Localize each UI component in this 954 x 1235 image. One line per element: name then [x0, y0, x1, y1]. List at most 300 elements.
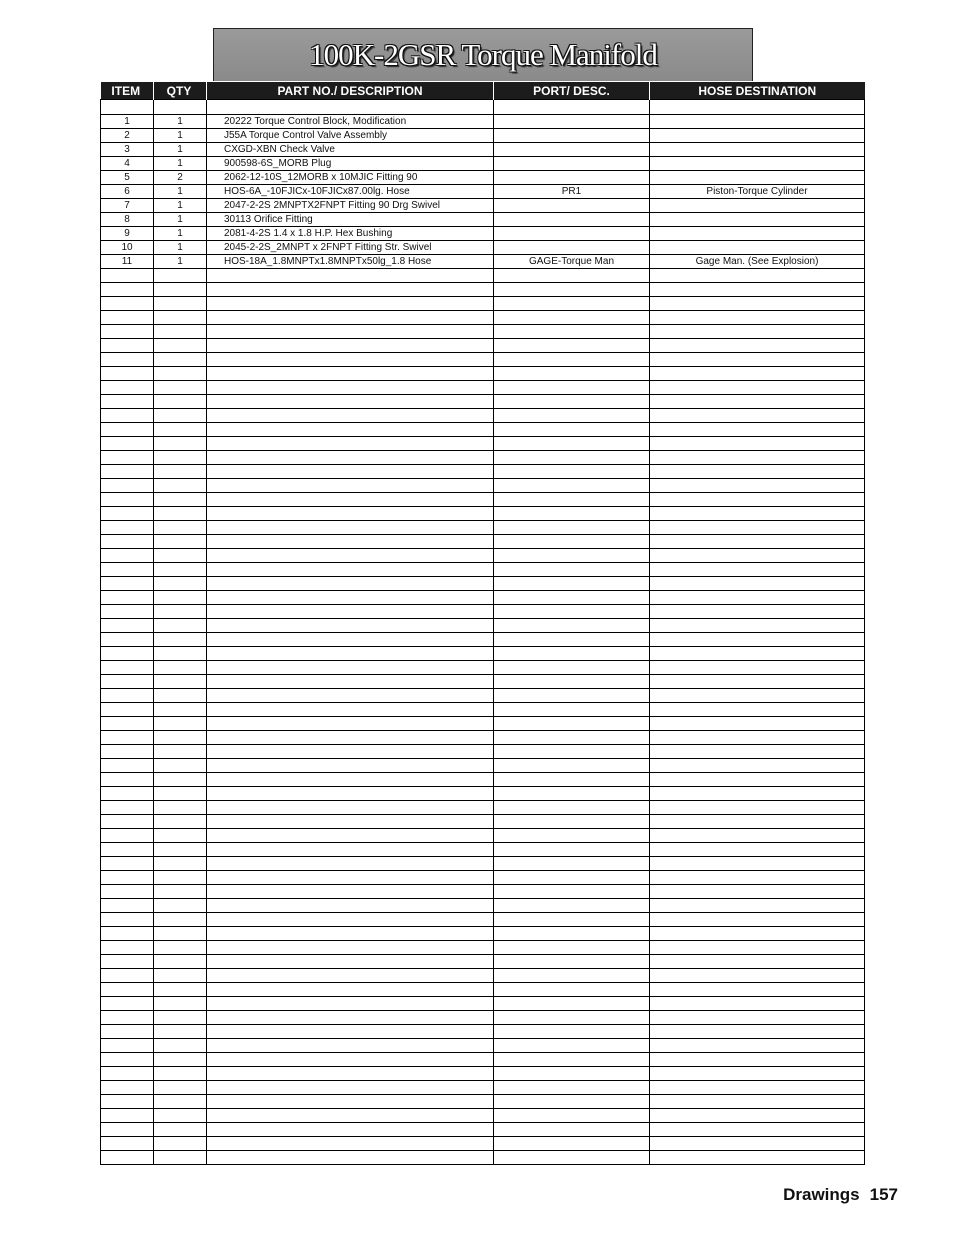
empty-row	[101, 591, 865, 605]
empty-cell	[207, 941, 494, 955]
empty-cell	[154, 423, 207, 437]
page-footer	[783, 1185, 898, 1205]
empty-cell	[650, 605, 865, 619]
empty-cell	[101, 703, 154, 717]
empty-cell	[650, 325, 865, 339]
empty-cell	[494, 1081, 650, 1095]
cell-description: HOS-18A_1.8MNPTx1.8MNPTx50lg_1.8 Hose	[207, 255, 494, 269]
empty-cell	[494, 339, 650, 353]
empty-cell	[154, 283, 207, 297]
empty-cell	[154, 311, 207, 325]
empty-cell	[494, 1151, 650, 1165]
empty-cell	[650, 899, 865, 913]
empty-cell	[207, 591, 494, 605]
header-item: ITEM	[101, 82, 154, 100]
empty-row	[101, 745, 865, 759]
empty-cell	[207, 703, 494, 717]
empty-row	[101, 325, 865, 339]
empty-row	[101, 1039, 865, 1053]
cell-port	[494, 157, 650, 171]
empty-row	[101, 1151, 865, 1165]
empty-cell	[494, 829, 650, 843]
empty-cell	[650, 815, 865, 829]
empty-row	[101, 941, 865, 955]
empty-cell	[154, 927, 207, 941]
empty-cell	[101, 1053, 154, 1067]
empty-cell	[650, 381, 865, 395]
empty-cell	[154, 1095, 207, 1109]
empty-cell	[154, 297, 207, 311]
empty-cell	[154, 1011, 207, 1025]
empty-cell	[101, 325, 154, 339]
empty-cell	[650, 661, 865, 675]
cell-port	[494, 241, 650, 255]
cell-destination: Piston-Torque Cylinder	[650, 185, 865, 199]
empty-cell	[101, 283, 154, 297]
cell-qty: 1	[154, 115, 207, 129]
empty-row	[101, 731, 865, 745]
empty-cell	[101, 773, 154, 787]
empty-row	[101, 955, 865, 969]
empty-cell	[650, 633, 865, 647]
empty-cell	[494, 437, 650, 451]
cell-port	[494, 227, 650, 241]
cell-destination	[650, 213, 865, 227]
empty-cell	[494, 535, 650, 549]
empty-cell	[494, 647, 650, 661]
empty-cell	[207, 885, 494, 899]
empty-cell	[207, 353, 494, 367]
empty-cell	[101, 955, 154, 969]
empty-row	[101, 423, 865, 437]
empty-cell	[650, 451, 865, 465]
empty-cell	[101, 479, 154, 493]
empty-cell	[494, 745, 650, 759]
empty-cell	[494, 311, 650, 325]
empty-cell	[494, 493, 650, 507]
empty-cell	[650, 1095, 865, 1109]
empty-row	[101, 283, 865, 297]
cell-qty: 1	[154, 129, 207, 143]
empty-cell	[101, 899, 154, 913]
empty-cell	[207, 605, 494, 619]
empty-cell	[650, 759, 865, 773]
empty-cell	[494, 381, 650, 395]
empty-row	[101, 437, 865, 451]
empty-cell	[494, 409, 650, 423]
empty-cell	[101, 661, 154, 675]
empty-cell	[207, 1151, 494, 1165]
empty-cell	[207, 647, 494, 661]
empty-cell	[650, 269, 865, 283]
empty-cell	[101, 787, 154, 801]
header-part-description: PART NO./ DESCRIPTION	[207, 82, 494, 100]
table-row	[101, 255, 865, 269]
empty-cell	[494, 689, 650, 703]
empty-cell	[650, 1137, 865, 1151]
empty-cell	[101, 353, 154, 367]
cell-item: 9	[101, 227, 154, 241]
empty-cell	[494, 717, 650, 731]
empty-row	[101, 1025, 865, 1039]
empty-cell	[207, 843, 494, 857]
empty-cell	[650, 353, 865, 367]
empty-cell	[101, 535, 154, 549]
empty-cell	[494, 983, 650, 997]
empty-cell	[207, 815, 494, 829]
empty-cell	[101, 815, 154, 829]
empty-cell	[650, 647, 865, 661]
empty-cell	[154, 941, 207, 955]
empty-cell	[101, 1151, 154, 1165]
cell-item: 8	[101, 213, 154, 227]
empty-cell	[207, 913, 494, 927]
empty-cell	[154, 787, 207, 801]
empty-cell	[650, 535, 865, 549]
empty-cell	[101, 493, 154, 507]
empty-cell	[207, 339, 494, 353]
empty-cell	[101, 269, 154, 283]
empty-cell	[154, 773, 207, 787]
empty-cell	[650, 885, 865, 899]
cell-qty: 1	[154, 143, 207, 157]
empty-cell	[650, 773, 865, 787]
empty-cell	[154, 997, 207, 1011]
empty-cell	[650, 1067, 865, 1081]
empty-cell	[101, 913, 154, 927]
empty-row	[101, 689, 865, 703]
empty-cell	[154, 1039, 207, 1053]
empty-cell	[650, 1123, 865, 1137]
empty-cell	[154, 1109, 207, 1123]
empty-cell	[494, 325, 650, 339]
empty-cell	[207, 857, 494, 871]
cell-port	[494, 143, 650, 157]
empty-cell	[101, 591, 154, 605]
empty-cell	[154, 619, 207, 633]
empty-cell	[494, 283, 650, 297]
empty-cell	[207, 1109, 494, 1123]
empty-cell	[101, 1011, 154, 1025]
empty-cell	[101, 577, 154, 591]
table-row	[101, 171, 865, 185]
empty-cell	[650, 549, 865, 563]
empty-cell	[494, 633, 650, 647]
empty-row	[101, 269, 865, 283]
empty-cell	[207, 829, 494, 843]
empty-cell	[650, 423, 865, 437]
empty-cell	[101, 927, 154, 941]
cell-qty: 1	[154, 199, 207, 213]
empty-cell	[154, 983, 207, 997]
empty-row	[101, 1081, 865, 1095]
empty-cell	[101, 885, 154, 899]
empty-cell	[494, 521, 650, 535]
empty-cell	[101, 563, 154, 577]
empty-cell	[650, 1053, 865, 1067]
empty-cell	[207, 619, 494, 633]
empty-cell	[650, 745, 865, 759]
table-row	[101, 241, 865, 255]
empty-cell	[154, 871, 207, 885]
cell-destination	[650, 143, 865, 157]
empty-cell	[207, 1067, 494, 1081]
empty-cell	[154, 969, 207, 983]
empty-cell	[101, 1137, 154, 1151]
cell-destination	[650, 115, 865, 129]
empty-row	[101, 367, 865, 381]
empty-cell	[494, 773, 650, 787]
empty-cell	[101, 969, 154, 983]
empty-cell	[154, 843, 207, 857]
empty-cell	[650, 1039, 865, 1053]
empty-cell	[101, 381, 154, 395]
empty-row	[101, 871, 865, 885]
empty-cell	[494, 885, 650, 899]
empty-row	[101, 759, 865, 773]
empty-cell	[154, 1067, 207, 1081]
empty-row	[101, 409, 865, 423]
empty-cell	[207, 871, 494, 885]
empty-cell	[494, 297, 650, 311]
empty-cell	[207, 745, 494, 759]
empty-cell	[207, 507, 494, 521]
empty-row	[101, 577, 865, 591]
empty-cell	[494, 675, 650, 689]
empty-cell	[101, 367, 154, 381]
empty-cell	[207, 1025, 494, 1039]
empty-cell	[650, 465, 865, 479]
empty-cell	[101, 311, 154, 325]
empty-cell	[494, 1025, 650, 1039]
empty-row	[101, 493, 865, 507]
empty-cell	[101, 871, 154, 885]
empty-cell	[154, 745, 207, 759]
empty-cell	[154, 759, 207, 773]
empty-cell	[207, 969, 494, 983]
cell-destination	[650, 227, 865, 241]
empty-cell	[101, 521, 154, 535]
empty-cell	[101, 451, 154, 465]
empty-cell	[207, 1039, 494, 1053]
empty-cell	[494, 577, 650, 591]
empty-row	[101, 465, 865, 479]
empty-cell	[650, 801, 865, 815]
cell-qty: 1	[154, 227, 207, 241]
cell-qty: 1	[154, 213, 207, 227]
empty-cell	[154, 885, 207, 899]
cell-qty: 1	[154, 185, 207, 199]
empty-cell	[154, 1137, 207, 1151]
empty-cell	[101, 619, 154, 633]
empty-cell	[154, 1081, 207, 1095]
empty-row	[101, 843, 865, 857]
empty-cell	[154, 913, 207, 927]
empty-cell	[207, 717, 494, 731]
cell-port	[494, 115, 650, 129]
empty-row	[101, 549, 865, 563]
empty-cell	[207, 1081, 494, 1095]
empty-cell	[154, 1151, 207, 1165]
empty-cell	[154, 479, 207, 493]
empty-cell	[101, 647, 154, 661]
empty-cell	[101, 829, 154, 843]
cell-destination: Gage Man. (See Explosion)	[650, 255, 865, 269]
empty-cell	[494, 605, 650, 619]
spacer-row	[101, 100, 865, 115]
empty-cell	[494, 1067, 650, 1081]
empty-cell	[154, 409, 207, 423]
empty-cell	[494, 787, 650, 801]
empty-cell	[207, 689, 494, 703]
cell-item: 3	[101, 143, 154, 157]
empty-cell	[154, 395, 207, 409]
cell-destination	[650, 129, 865, 143]
empty-cell	[650, 689, 865, 703]
empty-row	[101, 451, 865, 465]
empty-cell	[207, 367, 494, 381]
empty-cell	[154, 493, 207, 507]
empty-row	[101, 563, 865, 577]
empty-row	[101, 311, 865, 325]
empty-cell	[154, 549, 207, 563]
empty-row	[101, 1123, 865, 1137]
cell-port: GAGE-Torque Man	[494, 255, 650, 269]
empty-cell	[494, 1053, 650, 1067]
empty-cell	[650, 367, 865, 381]
empty-cell	[207, 927, 494, 941]
empty-row	[101, 381, 865, 395]
empty-cell	[650, 787, 865, 801]
empty-cell	[207, 395, 494, 409]
empty-cell	[650, 1151, 865, 1165]
empty-cell	[207, 381, 494, 395]
empty-cell	[207, 549, 494, 563]
empty-cell	[494, 815, 650, 829]
cell-description: CXGD-XBN Check Valve	[207, 143, 494, 157]
empty-cell	[101, 689, 154, 703]
empty-cell	[154, 801, 207, 815]
empty-row	[101, 675, 865, 689]
empty-cell	[207, 1011, 494, 1025]
table-body	[101, 100, 865, 1165]
empty-cell	[154, 689, 207, 703]
empty-cell	[207, 787, 494, 801]
empty-cell	[494, 703, 650, 717]
empty-cell	[207, 577, 494, 591]
empty-cell	[101, 297, 154, 311]
empty-cell	[650, 913, 865, 927]
cell-qty: 2	[154, 171, 207, 185]
cell-item: 6	[101, 185, 154, 199]
empty-cell	[207, 283, 494, 297]
empty-cell	[207, 759, 494, 773]
cell-port	[494, 129, 650, 143]
empty-cell	[494, 1137, 650, 1151]
cell-description: 20222 Torque Control Block, Modification	[207, 115, 494, 129]
empty-row	[101, 787, 865, 801]
empty-cell	[154, 269, 207, 283]
table-row	[101, 185, 865, 199]
empty-cell	[494, 507, 650, 521]
empty-row	[101, 1067, 865, 1081]
empty-row	[101, 619, 865, 633]
empty-cell	[154, 563, 207, 577]
empty-cell	[207, 269, 494, 283]
cell-item: 10	[101, 241, 154, 255]
empty-row	[101, 1137, 865, 1151]
empty-cell	[101, 717, 154, 731]
cell-qty: 1	[154, 241, 207, 255]
empty-cell	[650, 395, 865, 409]
cell-description: 2045-2-2S_2MNPT x 2FNPT Fitting Str. Swivel	[207, 241, 494, 255]
empty-cell	[101, 395, 154, 409]
cell-port	[494, 213, 650, 227]
empty-cell	[154, 381, 207, 395]
empty-cell	[101, 1095, 154, 1109]
cell-item: 2	[101, 129, 154, 143]
empty-cell	[101, 465, 154, 479]
empty-cell	[494, 871, 650, 885]
empty-cell	[154, 703, 207, 717]
cell-description: 30113 Orifice Fitting	[207, 213, 494, 227]
table-row	[101, 199, 865, 213]
empty-cell	[650, 983, 865, 997]
empty-cell	[494, 857, 650, 871]
empty-cell	[154, 829, 207, 843]
empty-cell	[494, 843, 650, 857]
empty-cell	[650, 1011, 865, 1025]
empty-cell	[207, 1095, 494, 1109]
empty-row	[101, 647, 865, 661]
empty-cell	[650, 521, 865, 535]
cell-destination	[650, 171, 865, 185]
empty-cell	[494, 465, 650, 479]
empty-cell	[154, 717, 207, 731]
empty-cell	[101, 1067, 154, 1081]
empty-cell	[494, 563, 650, 577]
empty-cell	[494, 913, 650, 927]
empty-cell	[650, 871, 865, 885]
empty-cell	[154, 731, 207, 745]
cell-description: 900598-6S_MORB Plug	[207, 157, 494, 171]
empty-row	[101, 997, 865, 1011]
empty-cell	[650, 339, 865, 353]
cell-item: 4	[101, 157, 154, 171]
empty-cell	[494, 1109, 650, 1123]
empty-cell	[207, 409, 494, 423]
empty-cell	[650, 311, 865, 325]
empty-cell	[650, 1081, 865, 1095]
empty-cell	[207, 325, 494, 339]
empty-cell	[650, 437, 865, 451]
empty-cell	[650, 493, 865, 507]
header-qty: QTY	[154, 82, 207, 100]
title-banner	[213, 28, 753, 81]
empty-cell	[154, 1123, 207, 1137]
empty-cell	[207, 955, 494, 969]
empty-cell	[101, 1081, 154, 1095]
empty-cell	[101, 605, 154, 619]
empty-row	[101, 885, 865, 899]
empty-cell	[494, 731, 650, 745]
empty-cell	[650, 675, 865, 689]
empty-cell	[154, 591, 207, 605]
empty-row	[101, 339, 865, 353]
empty-row	[101, 535, 865, 549]
empty-row	[101, 899, 865, 913]
empty-row	[101, 773, 865, 787]
